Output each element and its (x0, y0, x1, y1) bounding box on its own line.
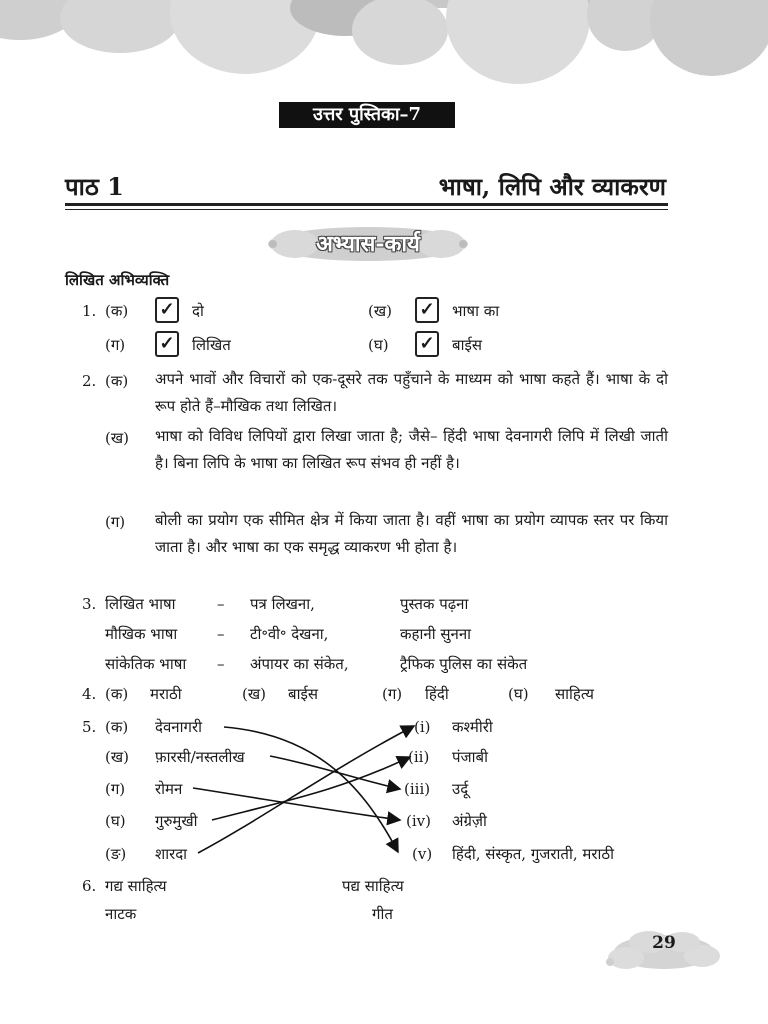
q4-answer-d: साहित्य (555, 685, 594, 703)
title-divider-thin (65, 209, 668, 210)
q4-label-a: (क) (105, 685, 129, 703)
title-divider (65, 203, 668, 206)
q5-right-label: (ii) (408, 748, 430, 766)
q5-left-label: (ग) (105, 780, 126, 798)
q3-example-2: पुस्तक पढ़ना (400, 595, 469, 613)
q1-answer-d: बाईस (452, 336, 482, 354)
q6-number: 6. (82, 877, 97, 895)
practice-label: अभ्यास-कार्य (316, 231, 420, 257)
q3-example-2: ट्रैफिक पुलिस का संकेत (400, 655, 528, 673)
q1-answer-a: दो (192, 302, 204, 320)
q4-number: 4. (82, 685, 97, 703)
q3-dash: – (217, 655, 225, 673)
q6-col1-head: गद्य साहित्य (105, 877, 167, 895)
q1-number: 1. (82, 302, 97, 320)
q4-label-d: (घ) (508, 685, 529, 703)
check-mark-icon: ✓ (155, 331, 179, 357)
q3-dash: – (217, 625, 225, 643)
q1-label-d: (घ) (368, 336, 389, 354)
lesson-title: भाषा, लिपि और व्याकरण (438, 172, 666, 201)
match-arrow (193, 788, 400, 820)
q5-number: 5. (82, 718, 97, 736)
q5-right-item: हिंदी, संस्कृत, गुजराती, मराठी (452, 845, 614, 863)
q6-col1-item: नाटक (105, 905, 137, 923)
q5-right-item: कश्मीरी (452, 718, 493, 736)
q3-example-1: अंपायर का संकेत, (250, 655, 349, 673)
q5-right-label: (v) (412, 845, 433, 863)
check-mark-icon: ✓ (415, 331, 439, 357)
q5-right-label: (iii) (404, 780, 431, 798)
q3-number: 3. (82, 595, 97, 613)
check-mark-icon: ✓ (415, 297, 439, 323)
header-decoration (0, 0, 768, 95)
section-heading: लिखित अभिव्यक्ति (65, 271, 170, 289)
q1-label-c: (ग) (105, 336, 126, 354)
q2-answer-c: बोली का प्रयोग एक सीमित क्षेत्र में किया जाता है। वहीं भाषा का प्रयोग व्यापक स्तर पर किया जाता है। और भाषा का एक समृद्ध व्याकरण भी होता है। (155, 511, 668, 556)
q1-answer-b: भाषा का (452, 302, 500, 320)
q5-right-label: (iv) (406, 812, 431, 830)
q5-left-item: गुरुमुखी (155, 812, 198, 830)
q4-answer-b: बाईस (288, 685, 318, 703)
q4-answer-c: हिंदी (425, 685, 449, 703)
q4-answer-a: मराठी (150, 685, 182, 703)
q3-type: सांकेतिक भाषा (105, 655, 187, 673)
q6-col2-head: पद्य साहित्य (342, 877, 404, 895)
q3-example-1: पत्र लिखना, (250, 595, 315, 613)
booklet-title: उत्तर पुस्तिका–7 (279, 102, 455, 128)
q1-label-a: (क) (105, 302, 129, 320)
q5-right-label: (i) (414, 718, 431, 736)
q5-left-label: (क) (105, 718, 129, 736)
q2-answer-a: अपने भावों और विचारों को एक-दूसरे तक पहुँचाने के माध्यम को भाषा कहते हैं। भाषा के दो रूप होते हैं–मौखिक तथा लिखित। (155, 370, 668, 415)
q2-label-a: (क) (105, 372, 129, 390)
q2-label-c: (ग) (105, 513, 126, 531)
match-arrow (270, 756, 400, 789)
q1-label-b: (ख) (368, 302, 392, 320)
q5-left-item: फ़ारसी/नस्तलीख (155, 748, 245, 766)
q5-left-label: (ङ) (105, 845, 127, 863)
q5-left-label: (ख) (105, 748, 129, 766)
q3-type: मौखिक भाषा (105, 625, 178, 643)
lesson-number: पाठ 1 (65, 172, 124, 201)
check-mark-icon: ✓ (155, 297, 179, 323)
q3-dash: – (217, 595, 225, 613)
q6-col2-item: गीत (372, 905, 393, 923)
q5-right-item: पंजाबी (452, 748, 488, 766)
q3-example-1: टी॰वी॰ देखना, (250, 625, 329, 643)
q5-left-item: शारदा (155, 845, 188, 863)
page-number: 29 (652, 933, 676, 953)
q3-example-2: कहानी सुनना (400, 625, 472, 643)
match-arrow (224, 727, 398, 852)
q5-left-item: देवनागरी (155, 718, 202, 736)
q3-type: लिखित भाषा (105, 595, 176, 613)
q1-answer-c: लिखित (192, 336, 231, 354)
q5-left-label: (घ) (105, 812, 126, 830)
q4-label-c: (ग) (382, 685, 403, 703)
q5-left-item: रोमन (155, 780, 183, 798)
q2-number: 2. (82, 372, 97, 390)
q2-label-b: (ख) (105, 429, 129, 447)
q4-label-b: (ख) (242, 685, 266, 703)
q5-right-item: उर्दू (452, 780, 469, 798)
q2-answer-b: भाषा को विविध लिपियों द्वारा लिखा जाता है; जैसे– हिंदी भाषा देवनागरी लिपि में लिखी जाती है। बिना लिपि के भाषा का लिखित रूप संभव ही नहीं है। (155, 427, 668, 472)
q5-right-item: अंग्रेज़ी (452, 812, 487, 830)
